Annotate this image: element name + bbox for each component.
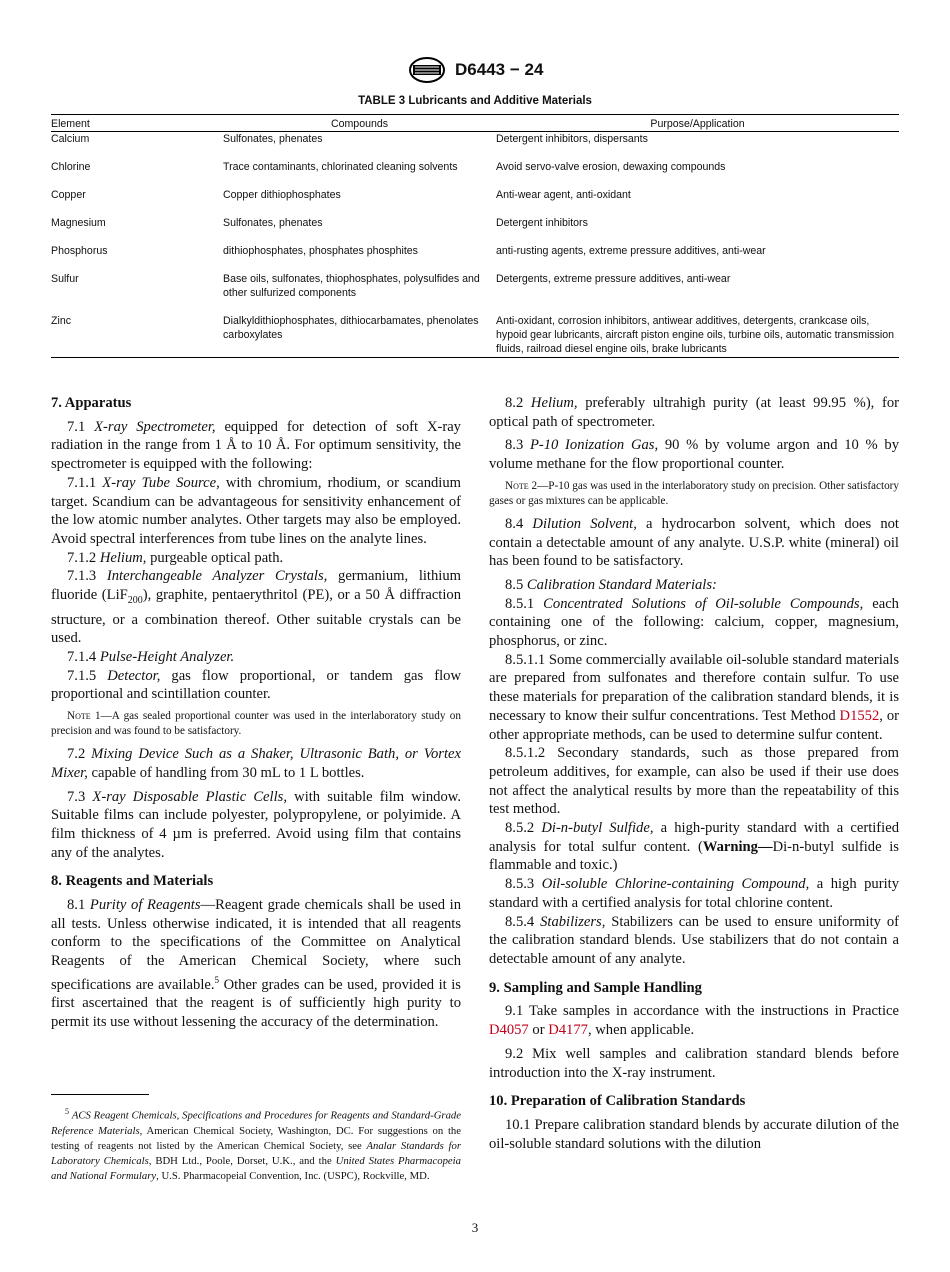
paragraph-10-1: 10.1 Prepare calibration standard blends by accurate dilution of the oil-soluble standard solutions with the dilution xyxy=(489,1116,899,1152)
paragraph-8-4: 8.4 Dilution Solvent, a hydrocarbon solvent, which does not contain a detectable amount of any analyte. U.S.P. white (mineral) oil has been found to be satisfactory. xyxy=(489,515,899,570)
table-cell: Base oils, sulfonates, thiophosphates, polysulfides and other sulfurized components xyxy=(223,273,480,299)
table-cell: Anti-wear agent, anti-oxidant xyxy=(496,189,631,201)
note-2: Note 2—P-10 gas was used in the interlaboratory study on precision. Other satisfactory gases or gas mixtures can be applicable. xyxy=(489,479,899,507)
paragraph-8-5-1: 8.5.1 Concentrated Solutions of Oil-soluble Compounds, each containing one of the following: calcium, copper, magnesium, phosphorus, or zinc. xyxy=(489,595,899,650)
document-id: D6443 − 24 xyxy=(455,60,544,79)
table-cell: Copper dithiophosphates xyxy=(223,189,341,201)
table-row xyxy=(51,272,899,314)
column-header: Compounds xyxy=(223,115,496,132)
table-title: TABLE 3 Lubricants and Additive Materials xyxy=(358,95,592,107)
table-row xyxy=(51,188,899,216)
table-cell: Dialkyldithiophosphates, dithiocarbamates, phenolates carboxylates xyxy=(223,314,496,358)
table-cell: Avoid servo-valve erosion, dewaxing compounds xyxy=(496,161,726,173)
page-number: 3 xyxy=(471,1220,479,1235)
table-row xyxy=(51,132,899,161)
paragraph-7-2: 7.2 Mixing Device Such as a Shaker, Ultrasonic Bath, or Vortex Mixer, capable of handling from 30 mL to 1 L bottles. xyxy=(51,746,461,781)
column-header: Purpose/Application xyxy=(496,115,899,132)
table-cell: Anti-oxidant, corrosion inhibitors, antiwear additives, detergents, crankcase oils, hypoid gear lubricants, aircraft piston engine oils, turbine oils, automatic transmission fluids, railroad diesel engine oils, brake lubricants xyxy=(496,314,899,358)
column-header: Element xyxy=(51,115,223,132)
note-1: Note 1—A gas sealed proportional counter was used in the interlaboratory study on precision and was found to be satisfactory. xyxy=(51,710,461,738)
table-cell: Zinc xyxy=(51,314,223,358)
paragraph-9-2: 9.2 Mix well samples and calibration standard blends before introduction into the X-ray instrument. xyxy=(489,1045,899,1081)
table-cell: dithiophosphates, phosphates phosphites xyxy=(223,245,418,257)
paragraph-7-3: 7.3 X-ray Disposable Plastic Cells, with suitable film window. Suitable films can include polyester, polypropylene, or polyimide. A film thickness of 4 µm is preferred. Avoid using film that contains any of the analytes. xyxy=(51,788,462,861)
paragraph-7-1-3: 7.1.3 Interchangeable Analyzer Crystals, germanium, lithium fluoride (LiF$_{200}$), graphite, pentaerythritol (PE), or a 50 Å diffraction structure, or a combination thereof. Other suitable crystals can be used. xyxy=(51,568,462,647)
table-row xyxy=(51,244,899,272)
section-heading: 8. Reagents and Materials xyxy=(51,873,214,890)
paragraph-8-5-1-1: 8.5.1.1 Some commercially available oil-soluble standard materials are prepared from sulfonates and therefore contain sulfur. To use these materials for preparation of the calibration standard blends, it is necessary to know their sulfur concentrations. Test Method D1552, or other appropriate methods, can be used to determine sulfur content. xyxy=(489,651,899,743)
paragraph-8-5: 8.5 Calibration Standard Materials: xyxy=(505,576,717,593)
table-cell: Phosphorus xyxy=(51,245,108,257)
paragraph-7-1-1: 7.1.1 X-ray Tube Source, with chromium, rhodium, or scandium target. Scandium can be advantageous for sensitivity enhancement of the low atomic number analytes. Other targets may also be employed. Avoid spectral interferences from tube lines on the analyte lines. xyxy=(51,474,461,547)
section-heading: 9. Sampling and Sample Handling xyxy=(489,979,702,996)
link-d4177[interactable]: D4177 xyxy=(548,1022,588,1039)
table-row xyxy=(51,314,899,358)
lubricants-table xyxy=(51,114,899,358)
paragraph-8-5-4: 8.5.4 Stabilizers, Stabilizers can be used to ensure uniformity of the calibration standard blends. Use stabilizers that do not contain a detectable amount of any analyte. xyxy=(489,913,899,967)
link-d4057[interactable]: D4057 xyxy=(489,1022,529,1039)
link-d1552[interactable]: D1552 xyxy=(839,707,880,724)
page-header xyxy=(0,56,950,84)
table-cell: Trace contaminants, chlorinated cleaning solvents xyxy=(223,161,458,173)
left-column xyxy=(51,394,461,1032)
table-cell: anti-rusting agents, extreme pressure additives, anti-wear xyxy=(496,245,766,257)
paragraph-8-3: 8.3 P-10 Ionization Gas, 90 % by volume argon and 10 % by volume methane for the flow proportional counter. xyxy=(489,437,899,473)
paragraph-8-1: 8.1 Purity of Reagents—Reagent grade chemicals shall be used in all tests. Unless otherwise indicated, it is intended that all reagents conform to the specifications of the Committee on Analytical Reagents of the American Chemical Society, where such specifications are available.$^5$ Other grades can be used, provided it is first ascertained that the reagent is of sufficiently high purity to permit its use without lessening the accuracy of the determination. xyxy=(51,897,462,1031)
table-cell: Magnesium xyxy=(51,217,106,229)
table-cell: Chlorine xyxy=(51,161,91,173)
table-cell: Sulfonates, phenates xyxy=(223,133,323,145)
table-cell: Copper xyxy=(51,189,86,201)
paragraph-7-1-5: 7.1.5 Detector, gas flow proportional, or tandem gas flow proportional and scintillation counter. xyxy=(51,667,462,703)
table-cell: Detergent inhibitors xyxy=(496,217,588,229)
paragraph-9-1: 9.1 Take samples in accordance with the instructions in Practice D4057 or D4177, when applicable. xyxy=(489,1003,899,1039)
footnote-divider xyxy=(51,1094,149,1095)
paragraph-7-1-2: 7.1.2 Helium, purgeable optical path. xyxy=(67,549,284,566)
right-column xyxy=(489,394,899,1153)
paragraph-8-5-3: 8.5.3 Oil-soluble Chlorine-containing Compound, a high purity standard with a certified analysis for total chlorine content. xyxy=(489,876,899,911)
paragraph-8-5-1-2: 8.5.1.2 Secondary standards, such as those prepared from petroleum additives, for example, can also be used if their use does not affect the analytical results by more than the repeatability of this test method. xyxy=(489,745,899,818)
table-row xyxy=(51,216,899,244)
footnote: $^5$ ACS Reagent Chemicals, Specifications and Procedures for Reagents and Standard-Grade Reference Materials, American Chemical Society, Washington, DC. For suggestions on the testing of reagents not listed by the American Chemical Society, see Analar Standards for Laboratory Chemicals, BDH Ltd., Poole, Dorset, U.K., and the United States Pharmacopeia and National Formulary, U.S. Pharmacopeial Convention, Inc. (USPC), Rockville, MD. xyxy=(51,1107,462,1182)
table-cell: Sulfonates, phenates xyxy=(223,217,323,229)
table-cell: Sulfur xyxy=(51,273,79,285)
table-cell: Detergents, extreme pressure additives, anti-wear xyxy=(496,273,731,285)
table-cell: Calcium xyxy=(51,133,90,145)
paragraph-7-1: 7.1 X-ray Spectrometer, equipped for detection of soft X-ray radiation in the range from 1 Å to 10 Å. For optimum sensitivity, the spectrometer is equipped with the following: xyxy=(51,418,461,473)
table-row xyxy=(51,160,899,188)
table-cell: Detergent inhibitors, dispersants xyxy=(496,133,648,145)
paragraph-8-5-2: 8.5.2 Di-n-butyl Sulfide, a high-purity standard with a certified analysis for total sulfur content. (Warning—Di-n-butyl sulfide is flammable and toxic.) xyxy=(489,820,899,874)
paragraph-7-1-4: 7.1.4 Pulse-Height Analyzer. xyxy=(67,649,235,666)
section-heading: 10. Preparation of Calibration Standards xyxy=(489,1093,746,1110)
astm-logo-icon xyxy=(407,56,447,84)
section-heading: 7. Apparatus xyxy=(51,395,132,411)
paragraph-8-2: 8.2 Helium, preferably ultrahigh purity (at least 99.95 %), for optical path of spectrometer. xyxy=(489,395,900,430)
